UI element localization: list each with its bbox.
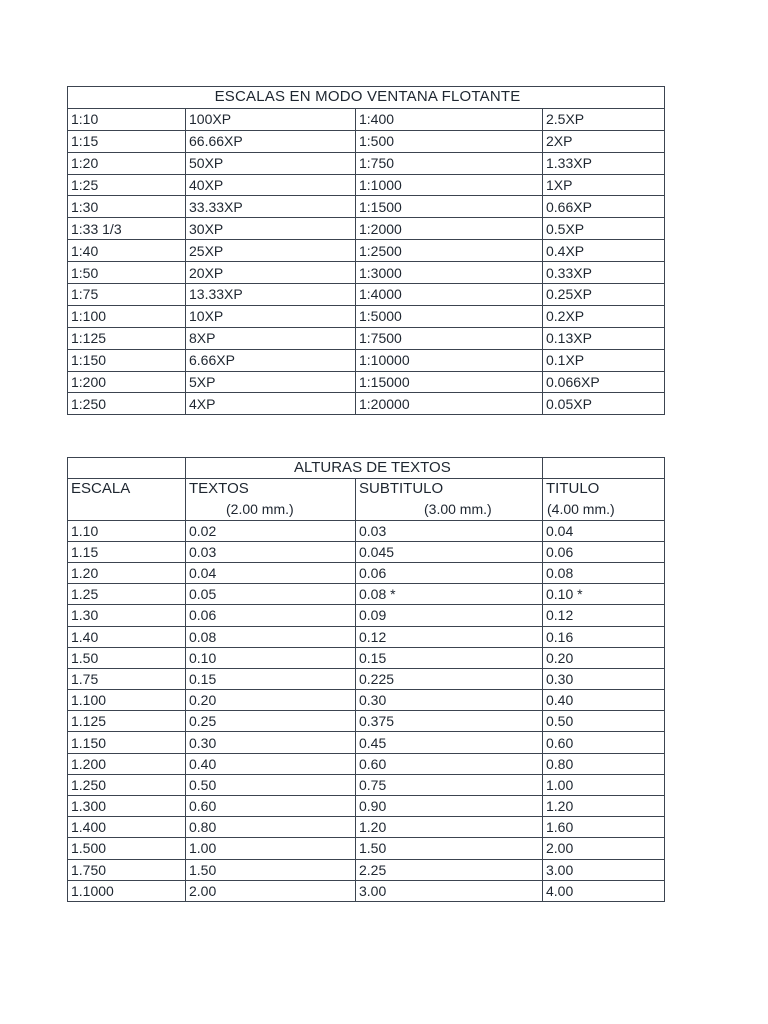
subtitulo-cell: 0.09 — [356, 605, 543, 626]
textos-cell: 0.25 — [186, 711, 356, 732]
textos-cell: 0.20 — [186, 690, 356, 711]
xp-factor-cell: 0.4XP — [543, 240, 665, 262]
escala-cell: 1.10 — [68, 520, 186, 541]
textos-cell: 0.02 — [186, 520, 356, 541]
subtitulo-cell: 0.06 — [356, 562, 543, 583]
subtitulo-cell: 0.75 — [356, 774, 543, 795]
escala-cell: 1.1000 — [68, 880, 186, 901]
textos-cell: 0.80 — [186, 817, 356, 838]
empty-cell — [68, 458, 186, 479]
textos-cell: 0.03 — [186, 541, 356, 562]
text-heights-table-row — [68, 562, 665, 583]
xp-factor-cell: 0.1XP — [543, 349, 665, 371]
scales-table-row — [68, 284, 665, 306]
xp-factor-cell: 0.13XP — [543, 327, 665, 349]
text-heights-table-row — [68, 753, 665, 774]
scale-cell: 1:50 — [68, 262, 186, 284]
titulo-cell: 1.20 — [543, 796, 665, 817]
escala-cell: 1.250 — [68, 774, 186, 795]
titulo-cell: 2.00 — [543, 838, 665, 859]
text-heights-table-row — [68, 732, 665, 753]
scale-cell: 1:10 — [68, 108, 186, 130]
textos-cell: 2.00 — [186, 880, 356, 901]
subtitulo-cell: 0.225 — [356, 668, 543, 689]
scale-cell: 1:20000 — [356, 393, 543, 415]
scale-cell: 1:500 — [356, 130, 543, 152]
text-heights-header-row — [68, 479, 665, 500]
scales-table-row — [68, 305, 665, 327]
scale-cell: 1:3000 — [356, 262, 543, 284]
textos-cell: 1.00 — [186, 838, 356, 859]
textos-cell: 0.15 — [186, 668, 356, 689]
text-heights-table-row — [68, 711, 665, 732]
titulo-cell: 0.10 * — [543, 584, 665, 605]
escala-cell: 1.400 — [68, 817, 186, 838]
subtitulo-cell: 0.375 — [356, 711, 543, 732]
escala-cell: 1.75 — [68, 668, 186, 689]
scale-cell: 1:400 — [356, 108, 543, 130]
xp-factor-cell: 6.66XP — [186, 349, 356, 371]
xp-factor-cell: 0.2XP — [543, 305, 665, 327]
scale-cell: 1:20 — [68, 152, 186, 174]
subtitulo-cell: 0.15 — [356, 647, 543, 668]
scales-table-row — [68, 262, 665, 284]
escala-cell: 1.100 — [68, 690, 186, 711]
scale-cell: 1:2500 — [356, 240, 543, 262]
escala-cell: 1.50 — [68, 647, 186, 668]
scales-table-row — [68, 240, 665, 262]
xp-factor-cell: 4XP — [186, 393, 356, 415]
scale-cell: 1:750 — [356, 152, 543, 174]
titulo-cell: 3.00 — [543, 859, 665, 880]
titulo-cell: 0.08 — [543, 562, 665, 583]
scale-cell: 1:250 — [68, 393, 186, 415]
escala-cell: 1.300 — [68, 796, 186, 817]
xp-factor-cell: 2.5XP — [543, 108, 665, 130]
scales-table-row — [68, 327, 665, 349]
subtitulo-cell: 1.20 — [356, 817, 543, 838]
scales-table-row — [68, 174, 665, 196]
subheader-escala — [68, 499, 186, 520]
subtitulo-cell: 0.60 — [356, 753, 543, 774]
titulo-cell: 0.06 — [543, 541, 665, 562]
textos-cell: 0.05 — [186, 584, 356, 605]
xp-factor-cell: 0.05XP — [543, 393, 665, 415]
titulo-cell: 1.60 — [543, 817, 665, 838]
text-heights-table-row — [68, 859, 665, 880]
scales-table-row — [68, 152, 665, 174]
titulo-cell: 1.00 — [543, 774, 665, 795]
escala-cell: 1.500 — [68, 838, 186, 859]
subtitulo-cell: 0.12 — [356, 626, 543, 647]
xp-factor-cell: 0.66XP — [543, 196, 665, 218]
header-textos: TEXTOS — [186, 479, 356, 500]
xp-factor-cell: 20XP — [186, 262, 356, 284]
scale-cell: 1:33 1/3 — [68, 218, 186, 240]
scale-cell: 1:100 — [68, 305, 186, 327]
textos-cell: 0.08 — [186, 626, 356, 647]
titulo-cell: 0.40 — [543, 690, 665, 711]
scales-table-row — [68, 196, 665, 218]
xp-factor-cell: 0.25XP — [543, 284, 665, 306]
xp-factor-cell: 13.33XP — [186, 284, 356, 306]
subtitulo-cell: 3.00 — [356, 880, 543, 901]
xp-factor-cell: 10XP — [186, 305, 356, 327]
scales-table-row — [68, 218, 665, 240]
escala-cell: 1.40 — [68, 626, 186, 647]
text-heights-table-row — [68, 541, 665, 562]
titulo-cell: 0.30 — [543, 668, 665, 689]
text-heights-table-title: ALTURAS DE TEXTOS — [186, 458, 543, 479]
text-heights-table-row — [68, 647, 665, 668]
xp-factor-cell: 100XP — [186, 108, 356, 130]
scale-cell: 1:75 — [68, 284, 186, 306]
xp-factor-cell: 30XP — [186, 218, 356, 240]
scale-cell: 1:10000 — [356, 349, 543, 371]
text-heights-table-row — [68, 838, 665, 859]
textos-cell: 0.10 — [186, 647, 356, 668]
text-heights-table-row — [68, 796, 665, 817]
xp-factor-cell: 66.66XP — [186, 130, 356, 152]
xp-factor-cell: 1XP — [543, 174, 665, 196]
xp-factor-cell: 2XP — [543, 130, 665, 152]
titulo-cell: 4.00 — [543, 880, 665, 901]
textos-cell: 0.60 — [186, 796, 356, 817]
xp-factor-cell: 5XP — [186, 371, 356, 393]
titulo-cell: 0.50 — [543, 711, 665, 732]
escala-cell: 1.20 — [68, 562, 186, 583]
xp-factor-cell: 0.33XP — [543, 262, 665, 284]
xp-factor-cell: 50XP — [186, 152, 356, 174]
xp-factor-cell: 40XP — [186, 174, 356, 196]
text-heights-table-row — [68, 817, 665, 838]
text-heights-table-row — [68, 690, 665, 711]
scale-cell: 1:15000 — [356, 371, 543, 393]
subtitulo-cell: 0.045 — [356, 541, 543, 562]
scale-cell: 1:4000 — [356, 284, 543, 306]
scale-cell: 1:1000 — [356, 174, 543, 196]
scales-table-row — [68, 349, 665, 371]
escala-cell: 1.30 — [68, 605, 186, 626]
textos-cell: 0.04 — [186, 562, 356, 583]
xp-factor-cell: 0.5XP — [543, 218, 665, 240]
titulo-cell: 0.12 — [543, 605, 665, 626]
escala-cell: 1.200 — [68, 753, 186, 774]
scales-table-row — [68, 393, 665, 415]
header-titulo: TITULO — [543, 479, 665, 500]
xp-factor-cell: 8XP — [186, 327, 356, 349]
subtitulo-cell: 2.25 — [356, 859, 543, 880]
xp-factor-cell: 25XP — [186, 240, 356, 262]
empty-cell — [543, 458, 665, 479]
text-heights-table-row — [68, 626, 665, 647]
scale-cell: 1:30 — [68, 196, 186, 218]
text-heights-table-row — [68, 520, 665, 541]
scale-cell: 1:40 — [68, 240, 186, 262]
xp-factor-cell: 0.066XP — [543, 371, 665, 393]
subheader-titulo: (4.00 mm.) — [543, 499, 665, 520]
header-subtitulo: SUBTITULO — [356, 479, 543, 500]
text-heights-title-row — [68, 458, 665, 479]
subheader-textos: (2.00 mm.) — [186, 499, 356, 520]
subtitulo-cell: 0.45 — [356, 732, 543, 753]
escala-cell: 1.15 — [68, 541, 186, 562]
text-heights-table-row — [68, 774, 665, 795]
escala-cell: 1.750 — [68, 859, 186, 880]
escala-cell: 1.125 — [68, 711, 186, 732]
scale-cell: 1:5000 — [356, 305, 543, 327]
text-heights-table-row — [68, 880, 665, 901]
textos-cell: 0.30 — [186, 732, 356, 753]
textos-cell: 0.06 — [186, 605, 356, 626]
escala-cell: 1.25 — [68, 584, 186, 605]
subtitulo-cell: 0.03 — [356, 520, 543, 541]
subheader-subtitulo: (3.00 mm.) — [356, 499, 543, 520]
scale-cell: 1:150 — [68, 349, 186, 371]
titulo-cell: 0.16 — [543, 626, 665, 647]
subtitulo-cell: 1.50 — [356, 838, 543, 859]
scales-table-row — [68, 130, 665, 152]
scales-table-title-row — [68, 87, 665, 109]
xp-factor-cell: 33.33XP — [186, 196, 356, 218]
text-heights-table — [67, 457, 665, 902]
textos-cell: 0.40 — [186, 753, 356, 774]
scale-cell: 1:15 — [68, 130, 186, 152]
header-escala: ESCALA — [68, 479, 186, 500]
scale-cell: 1:2000 — [356, 218, 543, 240]
scale-cell: 1:200 — [68, 371, 186, 393]
textos-cell: 1.50 — [186, 859, 356, 880]
scales-table-row — [68, 371, 665, 393]
scale-cell: 1:7500 — [356, 327, 543, 349]
subtitulo-cell: 0.90 — [356, 796, 543, 817]
scales-table-row — [68, 108, 665, 130]
text-heights-table-row — [68, 584, 665, 605]
scale-cell: 1:25 — [68, 174, 186, 196]
titulo-cell: 0.60 — [543, 732, 665, 753]
scale-cell: 1:1500 — [356, 196, 543, 218]
scales-table-title: ESCALAS EN MODO VENTANA FLOTANTE — [68, 87, 665, 109]
escala-cell: 1.150 — [68, 732, 186, 753]
text-heights-table-row — [68, 605, 665, 626]
scales-table — [67, 86, 665, 415]
xp-factor-cell: 1.33XP — [543, 152, 665, 174]
titulo-cell: 0.80 — [543, 753, 665, 774]
titulo-cell: 0.04 — [543, 520, 665, 541]
subtitulo-cell: 0.08 * — [356, 584, 543, 605]
textos-cell: 0.50 — [186, 774, 356, 795]
text-heights-table-row — [68, 668, 665, 689]
text-heights-subheader-row — [68, 499, 665, 520]
subtitulo-cell: 0.30 — [356, 690, 543, 711]
scale-cell: 1:125 — [68, 327, 186, 349]
titulo-cell: 0.20 — [543, 647, 665, 668]
